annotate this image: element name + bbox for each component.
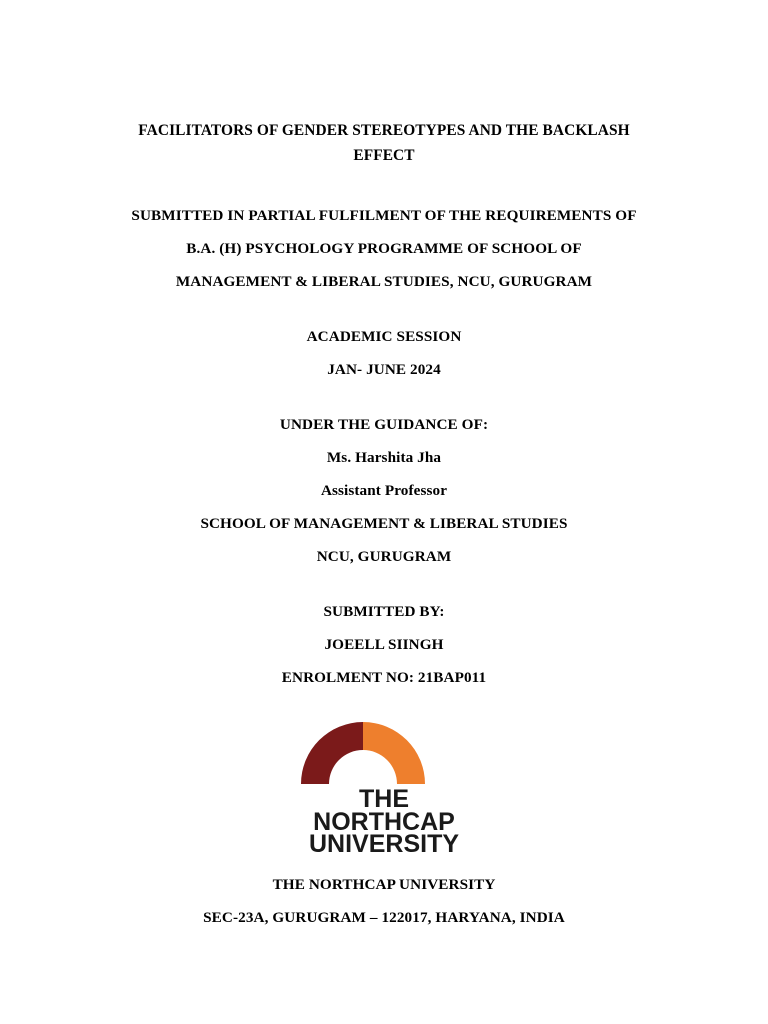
guide-campus: NCU, GURUGRAM [316,548,452,565]
guide-school: SCHOOL OF MANAGEMENT & LIBERAL STUDIES [200,515,568,532]
logo-arch-left-maroon [301,722,363,784]
report-title-line-1: FACILITATORS OF GENDER STEREOTYPES AND THE BACKLASH [138,122,630,139]
logo-svg [277,716,491,854]
logo-arch-right-orange [363,722,425,784]
logo-text-northcap: NORTHCAP [313,808,455,836]
logo-text-university: UNIVERSITY [308,830,460,854]
submission-line-2: B.A. (H) PSYCHOLOGY PROGRAMME OF SCHOOL OF [186,240,582,257]
guide-name: Ms. Harshita Jha [326,449,442,466]
guide-designation: Assistant Professor [320,482,448,499]
footer-university-name: THE NORTHCAP UNIVERSITY [272,876,496,893]
submission-block [90,199,678,298]
spacer-3 [90,386,678,408]
spacer-2 [90,298,678,320]
report-title-line-2: EFFECT [353,147,415,164]
enrolment-number: ENROLMENT NO: 21BAP011 [281,669,487,686]
submission-line-1: SUBMITTED IN PARTIAL FULFILMENT OF THE REQUIREMENTS OF [131,207,637,224]
session-value: JAN- JUNE 2024 [327,361,441,378]
session-block [90,320,678,386]
session-label: ACADEMIC SESSION [306,328,462,345]
guidance-block [90,408,678,573]
footer-block [90,868,678,934]
submission-line-3: MANAGEMENT & LIBERAL STUDIES, NCU, GURUGRAM [175,273,593,290]
university-logo [90,716,678,854]
submitted-by-label: SUBMITTED BY: [323,603,445,620]
title-block [90,0,678,168]
spacer-1 [90,168,678,199]
submitted-by-block [90,595,678,694]
northcap-logo-graphic [277,716,491,854]
footer-address: SEC-23A, GURUGRAM – 122017, HARYANA, INDIA [203,909,565,926]
guidance-label: UNDER THE GUIDANCE OF: [279,416,489,433]
logo-text-the: THE [359,785,409,813]
spacer-4 [90,573,678,595]
student-name: JOEELL SIINGH [324,636,444,653]
